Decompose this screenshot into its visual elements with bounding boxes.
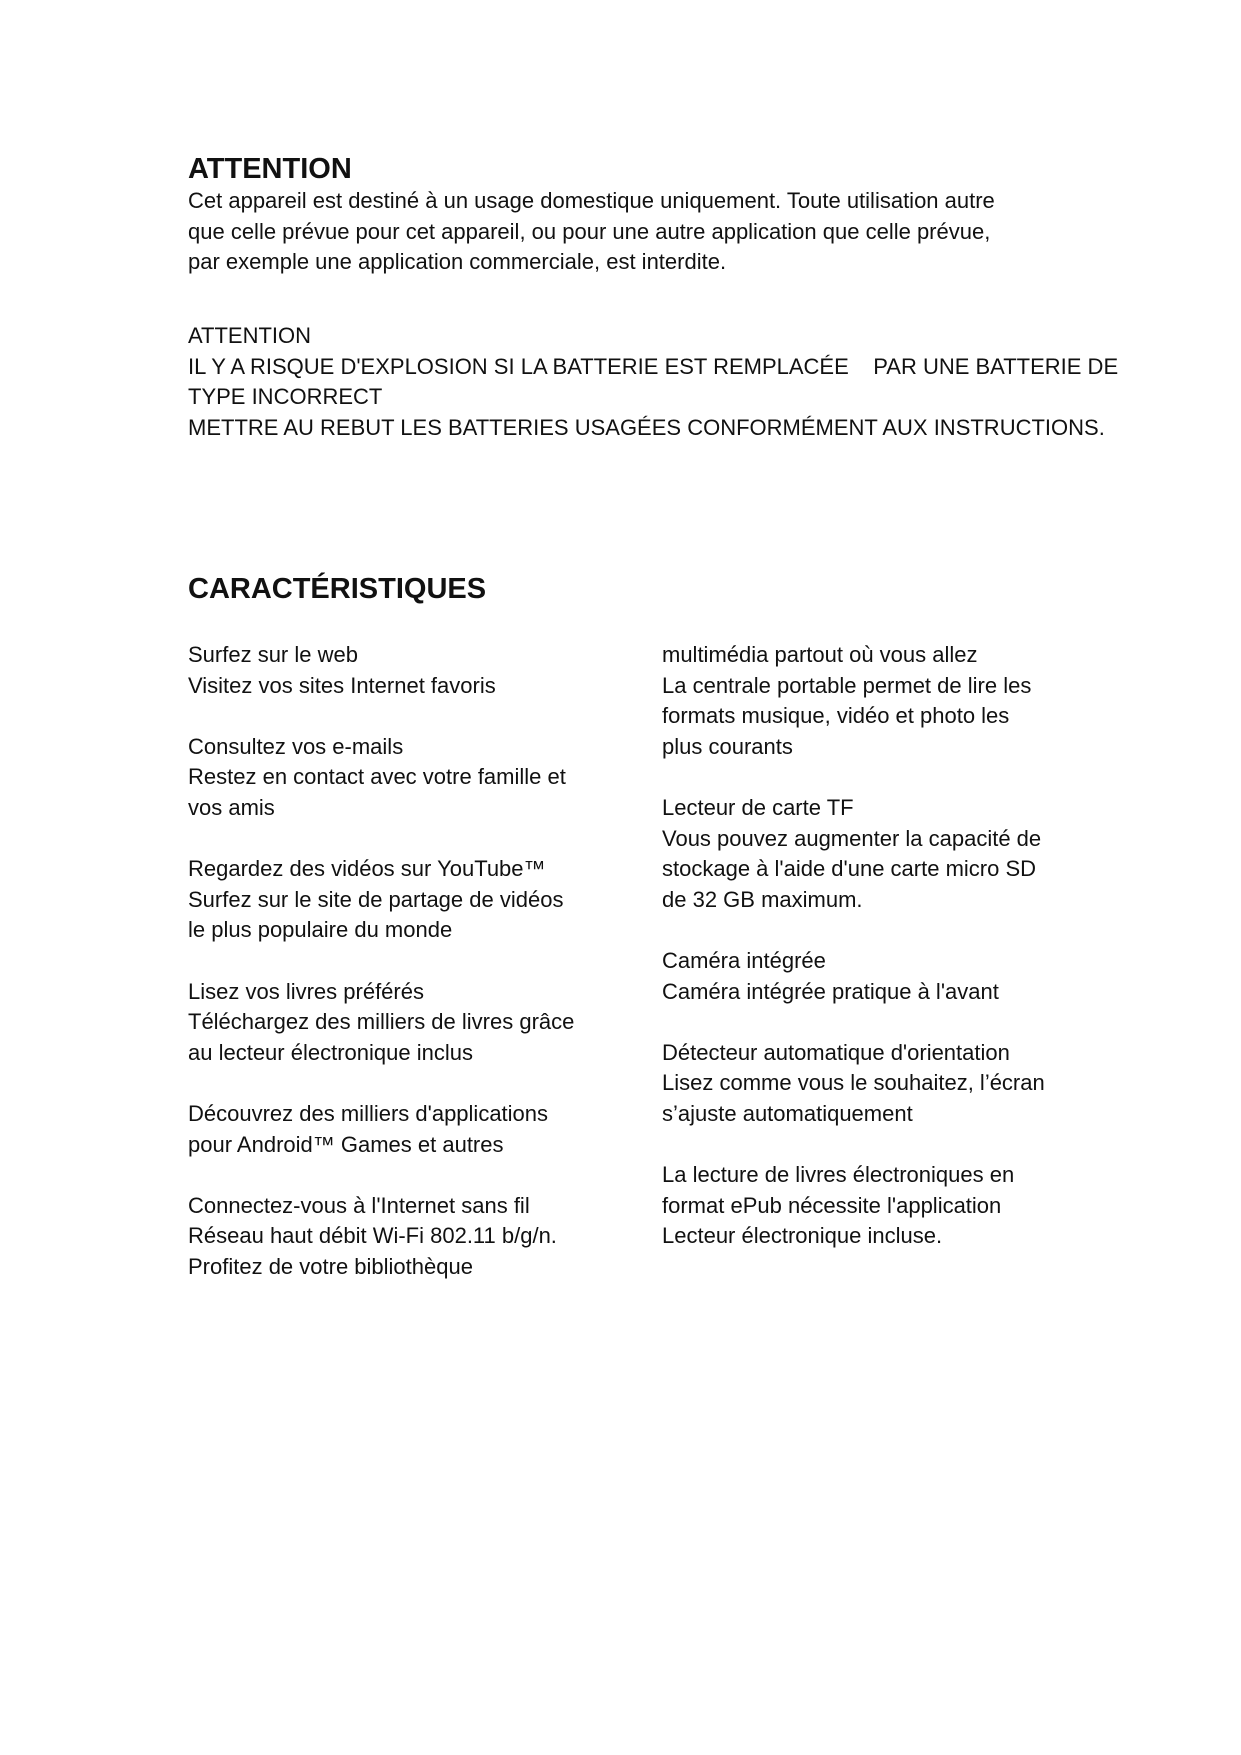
feature-line: Lisez comme vous le souhaitez, l’écran (662, 1070, 1045, 1096)
feature-line: Découvrez des milliers d'applications (188, 1100, 549, 1126)
feature-line: Détecteur automatique d'orientation (662, 1039, 1010, 1065)
feature-item (188, 640, 618, 701)
feature-line: s’ajuste automatiquement (662, 1100, 913, 1126)
feature-line: Réseau haut débit Wi-Fi 802.11 b/g/n. (188, 1223, 557, 1249)
battery-warning-line: IL Y A RISQUE D'EXPLOSION SI LA BATTERIE EST REMPLACÉE PAR UNE BATTERIE DE (188, 353, 1119, 379)
feature-line: Consultez vos e-mails (188, 733, 404, 759)
feature-line: le plus populaire du monde (188, 917, 453, 943)
feature-item (188, 1099, 618, 1160)
attention-heading: ATTENTION (188, 153, 352, 185)
feature-line: plus courants (662, 733, 793, 759)
feature-item (188, 732, 618, 824)
feature-line: Connectez-vous à l'Internet sans fil (188, 1192, 530, 1218)
feature-item (662, 793, 1082, 915)
feature-item (188, 854, 618, 946)
feature-line: formats musique, vidéo et photo les (662, 703, 1010, 729)
feature-line: de 32 GB maximum. (662, 886, 863, 912)
feature-line: Visitez vos sites Internet favoris (188, 672, 496, 698)
feature-item (662, 1160, 1082, 1252)
feature-line: Surfez sur le site de partage de vidéos (188, 886, 564, 912)
feature-line: format ePub nécessite l'application (662, 1192, 1002, 1218)
feature-line: stockage à l'aide d'une carte micro SD (662, 856, 1037, 882)
feature-item (188, 1191, 618, 1283)
feature-line: Surfez sur le web (188, 642, 358, 667)
usage-notice-line: que celle prévue pour cet appareil, ou pour une autre application que celle prévue, (188, 218, 991, 244)
feature-line: au lecteur électronique inclus (188, 1039, 473, 1065)
features-section (188, 572, 486, 606)
feature-item (662, 640, 1082, 762)
usage-notice (188, 152, 995, 278)
feature-line: pour Android™ Games et autres (188, 1131, 504, 1157)
feature-line: Vous pouvez augmenter la capacité de (662, 825, 1042, 851)
battery-warning-line: TYPE INCORRECT (188, 384, 383, 410)
battery-warning (188, 321, 1118, 443)
usage-notice-line: par exemple une application commerciale, est interdite. (188, 249, 727, 275)
feature-line: Lecteur électronique incluse. (662, 1223, 943, 1249)
feature-line: Restez en contact avec votre famille et (188, 764, 566, 790)
feature-line: Profitez de votre bibliothèque (188, 1253, 473, 1279)
feature-line: Regardez des vidéos sur YouTube™ (188, 856, 546, 882)
feature-line: Caméra intégrée (662, 947, 826, 973)
features-heading: CARACTÉRISTIQUES (188, 573, 487, 605)
feature-line: La lecture de livres électroniques en (662, 1162, 1015, 1188)
feature-line: Caméra intégrée pratique à l'avant (662, 978, 999, 1004)
feature-line: vos amis (188, 794, 275, 820)
feature-line: Lecteur de carte TF (662, 794, 854, 820)
features-left-column (188, 640, 618, 1313)
feature-item (662, 1038, 1082, 1130)
features-right-column (662, 640, 1082, 1282)
battery-warning-line: ATTENTION (188, 323, 312, 348)
feature-line: Lisez vos livres préférés (188, 978, 424, 1004)
feature-line: La centrale portable permet de lire les (662, 672, 1032, 698)
usage-notice-line: Cet appareil est destiné à un usage domestique uniquement. Toute utilisation autre (188, 188, 995, 213)
feature-item (662, 946, 1082, 1007)
battery-warning-line: METTRE AU REBUT LES BATTERIES USAGÉES CONFORMÉMENT AUX INSTRUCTIONS. (188, 414, 1105, 440)
feature-line: multimédia partout où vous allez (662, 642, 978, 667)
feature-item (188, 977, 618, 1069)
feature-line: Téléchargez des milliers de livres grâce (188, 1009, 575, 1035)
